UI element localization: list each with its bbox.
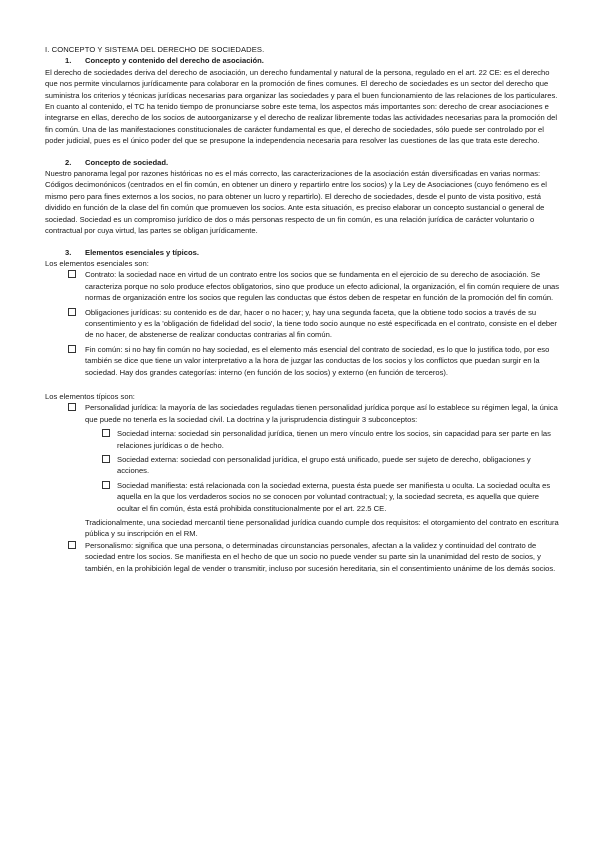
checkbox-icon [68,270,76,278]
section-1-heading-text: Concepto y contenido del derecho de asociación. [85,56,264,66]
checkbox-icon [68,541,76,549]
sub-list-item [45,428,560,451]
sub-list-item [45,480,560,514]
list-item-text: Obligaciones jurídicas: su contenido es de dar, hacer o no hacer; y, hay una segunda faceta, que la obtiene todo socios a través de su consentimiento y es la 'obligación de fidelidad del socio', la tiene todo socio aunque no esté especificada en el contrato, consiste en el deber de no hacer, de abstenerse de realizar conductas contrarias al fin común. [85,307,557,340]
checkbox-icon [102,455,110,463]
section-2-body: Nuestro panorama legal por razones históricas no es el más correcto, las caracterizaciones de la asociación están diversificadas en varias normas: Códigos decimonónicos (centrados en el fin común, en obtener un dinero y repartirlo entre los socios) y la Ley de Asociaciones (cuyo fenómeno es el mismo pero para fines externos a los socios, no para obtener un lucro y repartirlo). El derecho de sociedades, desde el punto de vista positivo, está dividido en función de la clase del fin común que promueven los socios. Ante esta situación, es preciso elaborar un concepto sustancial o general de sociedad. Sociedad es un compromiso jurídico de dos o más personas respecto de un fin común, es una relación jurídica de carácter voluntario o contractual por cuya virtud, las partes se obligan jurídicamente. [45,169,547,236]
section-3-heading-text: Elementos esenciales y típicos. [85,247,199,257]
list-item [45,540,560,574]
section-3-heading [45,247,560,258]
section-2-number: 2. [65,157,72,167]
list-item-text: Fin común: si no hay fin común no hay sociedad, es el elemento más esencial del contrato de sociedad, es lo que lo justifica todo, por eso también se dice que tiene un valor interpretativo a la hora de juzgar las conductas de los socios y los conflictos que puedan surgir en la sociedad. Hay dos grandes categorías: interno (en función de los socios) y externo (en función de terceros). [85,344,550,377]
section-1-heading [45,55,560,66]
list-item-text: Contrato: la sociedad nace en virtud de un contrato entre los socios que se fundamenta en el ejercicio de su derecho de asociación. Se caracteriza porque no solo produce efectos obligatorios, sino que produce un efecto adicional, la organización, el fin común requiere de unas normas de organización entre los socios que regulen las conductas que éstos deben de respetar en función de la promoción del fin común. [85,270,560,303]
tipicos-label: Los elementos típicos son: [45,391,135,401]
checkbox-icon [68,345,76,353]
list-item-text: Personalidad jurídica: la mayoría de las sociedades reguladas tienen personalidad jurídica porque así lo establece su régimen legal, la única que puede no tenerla es la sociedad civil. La doctrina y la jurisprudencia distinguir 3 subconceptos: [85,403,558,424]
esenciales-label: Los elementos esenciales son: [45,258,149,268]
checkbox-icon [68,403,76,411]
list-item-text: Personalismo: significa que una persona, o determinadas circunstancias personales, afectan a la validez y continuidad del contrato de sociedad entre los socios. Se manifiesta en el hecho de que un socio no puede vender su parte sin la unanimidad del resto de socios, y también, en la prohibición legal de vender o transmitir, incluso por sucesión hereditaria, sin el consentimiento unánime de los demás socios. [85,540,556,573]
section-3-number: 3. [65,247,72,257]
section-2-heading-text: Concepto de sociedad. [85,157,169,167]
tradicional-paragraph: Tradicionalmente, una sociedad mercantil tiene personalidad jurídica cuando cumple dos requisitos: el otorgamiento del contrato en escritura pública y su inscripción en el RM. [85,518,559,539]
section-1-number: 1. [65,56,72,66]
section-2-heading [45,157,560,168]
checkbox-icon [68,308,76,316]
list-item [45,307,560,341]
document-page [45,44,560,577]
checkbox-icon [102,481,110,489]
checkbox-icon [102,429,110,437]
document-title: I. CONCEPTO Y SISTEMA DEL DERECHO DE SOCIEDADES. [45,45,265,54]
list-item [45,402,560,425]
sub-list-item-text: Sociedad interna: sociedad sin personalidad jurídica, tienen un mero vínculo entre los socios, sin capacidad para ser parte en las relaciones jurídicas o de hecho. [117,429,551,450]
list-item [45,269,560,303]
list-item [45,344,560,378]
sub-list-item [45,454,560,477]
sub-list-item-text: Sociedad externa: sociedad con personalidad jurídica, el grupo está unificado, puede ser sujeto de derecho, obligaciones y acciones. [117,455,531,476]
sub-list-item-text: Sociedad manifiesta: está relacionada con la sociedad externa, puesta ésta puede ser manifiesta u oculta. La sociedad oculta es aquella en la que los verdaderos socios no se conocen por voluntad contractual; y, la sociedad secreta, es aquella que quiere ocultar el fin común, ésta está prohibida constitucionalmente por el art. 22.5 CE. [117,480,551,513]
section-1-body: El derecho de sociedades deriva del derecho de asociación, un derecho fundamental y natural de la persona, regulado en el art. 22 CE: es el derecho que nos permite vincularnos jurídicamente para colaborar en la promoción de fines comunes. El derecho de sociedades es un sector del derecho que suministra los criterios y técnicas jurídicas necesarias para organizar las sociedades y para el buen funcionamiento de las relaciones de los particulares. En cuanto al contenido, el TC ha tenido tiempo de pronunciarse sobre este tema, los aspectos más importantes son: derecho de crear asociaciones e integrarse en ellas, derecho de los socios de autoorganizarse y el derecho de realizar libremente todas las actividades necesarias para la promoción del fin común. Una de las manifestaciones constitucionales de carácter fundamental es que, el derecho de sociedades, sólo puede ser controlado por el poder judicial, pues es el único poder del que se presupone la independencia necesaria para resolver las cuestiones de las que trata este derecho. [45,67,558,146]
